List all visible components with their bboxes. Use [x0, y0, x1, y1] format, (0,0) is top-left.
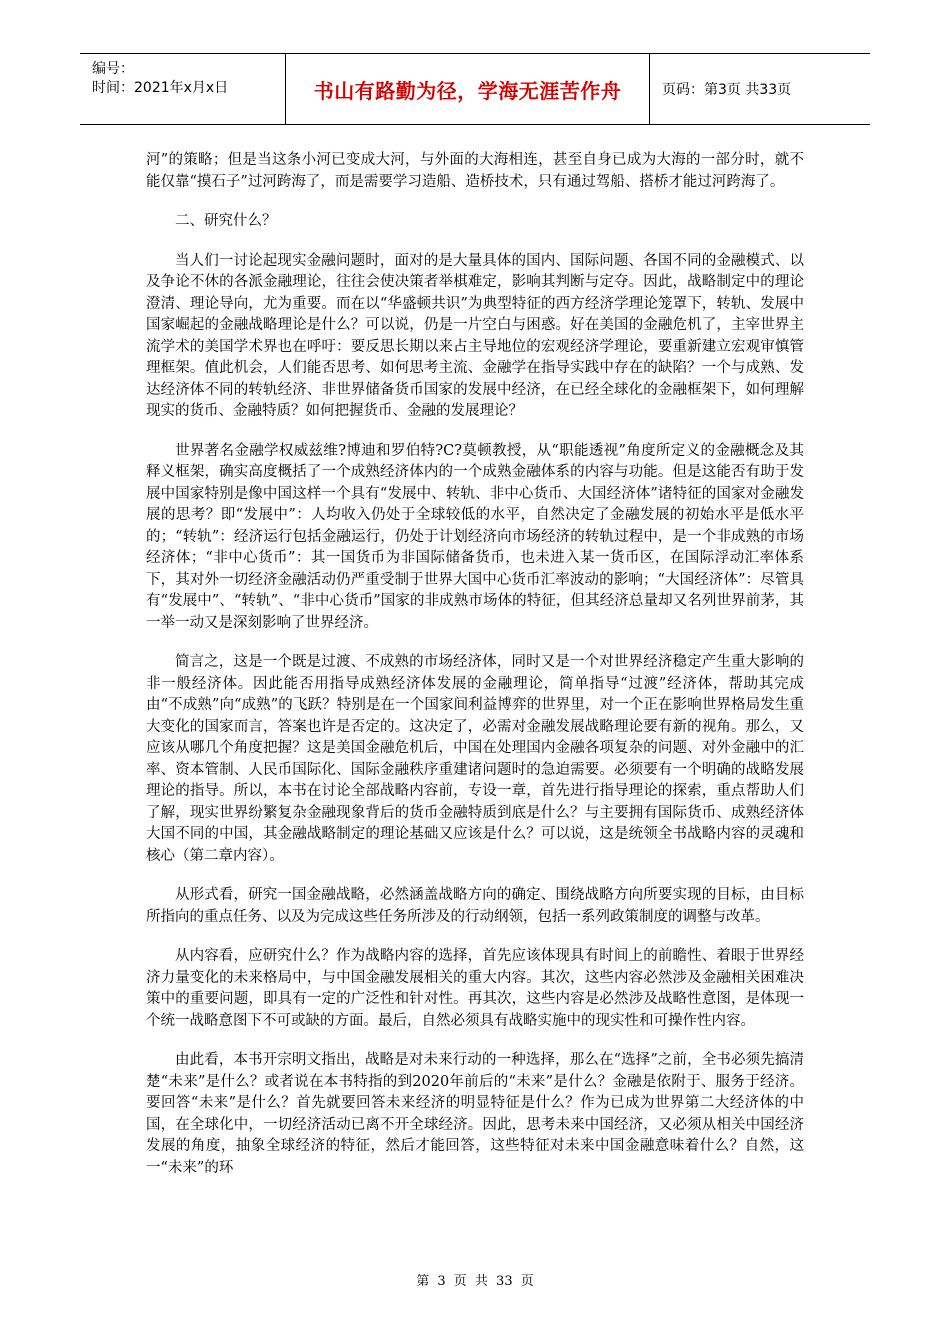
page-header	[80, 53, 870, 125]
doc-time-label: 时间：2021年x月x日	[92, 80, 229, 96]
paragraph: 当人们一讨论起现实金融问题时，面对的是大量具体的国内、国际问题、各国不同的金融模式、以及争论不休的各派金融理论，往往会使决策者举棋难定，影响其判断与定夺。因此，战略制定中的理论澄清、理论导向，尤为重要。而在以“华盛顿共识”为典型特征的西方经济学理论笼罩下，转轨、发展中国家崛起的金融战略理论是什么？可以说，仍是一片空白与困惑。好在美国的金融危机了，主宰世界主流学术的美国学术界也在呼吁：要反思长期以来占主导地位的宏观经济学理论，要重新建立宏观审慎管理框架。值此机会，人们能否思考、如何思考主流、金融学在指导实践中存在的缺陷？一个与成熟、发达经济体不同的转轨经济、非世界储备货币国家的发展中经济，在已经全球化的金融框架下，如何理解现实的货币、金融特质？如何把握货币、金融的发展理论？	[146, 252, 804, 419]
paragraph: 世界著名金融学权威兹维?博迪和罗伯特?C?莫顿教授，从“职能透视”角度所定义的金融概念及其释义框架，确实高度概括了一个成熟经济体内的一个成熟金融体系的内容与功能。但是这能否有助于发展中国家特别是像中国这样一个具有“发展中、转轨、非中心货币、大国经济体”诸特征的国家对金融发展的思考？即“发展中”：人均收入仍处于全球较低的水平，自然决定了金融发展的初始水平是低水平的；“转轨”：经济运行包括金融运行，仍处于计划经济向市场经济的转轨过程中，是一个非成熟的市场经济体；“非中心货币”：其一国货币为非国际储备货币，也未进入某一货币区，在国际浮动汇率体系下，其对外一切经济金融活动仍严重受制于世界大国中心货币汇率波动的影响；“大国经济体”：尽管具有“发展中”、“转轨”、“非中心货币”国家的非成熟市场体的特征，但其经济总量却又名列世界前茅，其一举一动又是深刻影响了世界经济。	[146, 442, 804, 631]
document-body	[146, 150, 804, 1197]
header-slogan: 书山有路勤为径，学海无涯苦作舟	[285, 54, 650, 124]
header-page-info: 页码：第3页 共33页	[662, 82, 792, 98]
doc-number-label: 编号：	[92, 61, 134, 77]
paragraph-continuation: 河”的策略；但是当这条小河已变成大河，与外面的大海相连，甚至自身已成为大海的一部分时，就不能仅靠“摸石子”过河跨海了，而是需要学习造船、造桥技术，只有通过驾船、搭桥才能过河跨海了。	[146, 152, 804, 190]
paragraph: 从内容看，应研究什么？作为战略内容的选择，首先应该体现具有时间上的前瞻性、着眼于世界经济力量变化的未来格局中，与中国金融发展相关的重大内容。其次，这些内容必然涉及金融相关困难决策中的重要问题，即具有一定的广泛性和针对性。再其次，这些内容是必然涉及战略性意图，是体现一个统一战略意图下不可或缺的方面。最后，自然必须具有战略实施中的现实性和可操作性内容。	[146, 948, 804, 1029]
paragraph: 从形式看，研究一国金融战略，必然涵盖战略方向的确定、围绕战略方向所要实现的目标，由目标所指向的重点任务、以及为完成这些任务所涉及的行动纲领，包括一系列政策制度的调整与改革。	[146, 887, 804, 925]
header-meta	[80, 54, 285, 124]
section-heading: 二、研究什么？	[175, 213, 277, 229]
paragraph: 由此看，本书开宗明文指出，战略是对未来行动的一种选择，那么在“选择”之前，全书必须先搞清楚“未来”是什么？或者说在本书特指的到2020年前后的“未来”是什么？金融是依附于、服务于经济。要回答“未来”是什么？首先就要回答未来经济的明显特征是什么？作为已成为世界第二大经济体的中国，在全球化中，一切经济活动已离不开全球经济。因此，思考未来中国经济，又必须从相关中国经济发展的角度，抽象全球经济的特征，然后才能回答，这些特征对未来中国金融意味着什么？自然，这一“未来”的环	[146, 1052, 804, 1176]
page-footer: 第 3 页 共 33 页	[416, 1274, 534, 1289]
paragraph: 简言之，这是一个既是过渡、不成熟的市场经济体，同时又是一个对世界经济稳定产生重大影响的非一般经济体。因此能否用指导成熟经济体发展的金融理论，简单指导“过渡”经济体，帮助其完成由“不成熟”向“成熟”的飞跃？特别是在一个国家间利益博弈的世界里，对一个正在影响世界格局发生重大变化的国家而言，答案也许是否定的。这决定了，必需对金融发展战略理论要有新的视角。那么，又应该从哪几个角度把握？这是美国金融危机后，中国在处理国内金融各项复杂的问题、对外金融中的汇率、资本管制、人民币国际化、国际金融秩序重建诸问题时的急迫需要。必须要有一个明确的战略发展理论的指导。所以，本书在讨论全部战略内容前，专设一章，首先进行指导理论的探索，重点帮助人们了解，现实世界纷繁复杂金融现象背后的货币金融特质到底是什么？与主要拥有国际货币、成熟经济体大国不同的中国，其金融战略制定的理论基础又应该是什么？可以说，这是统领全书战略内容的灵魂和核心（第二章内容）。	[146, 654, 804, 864]
